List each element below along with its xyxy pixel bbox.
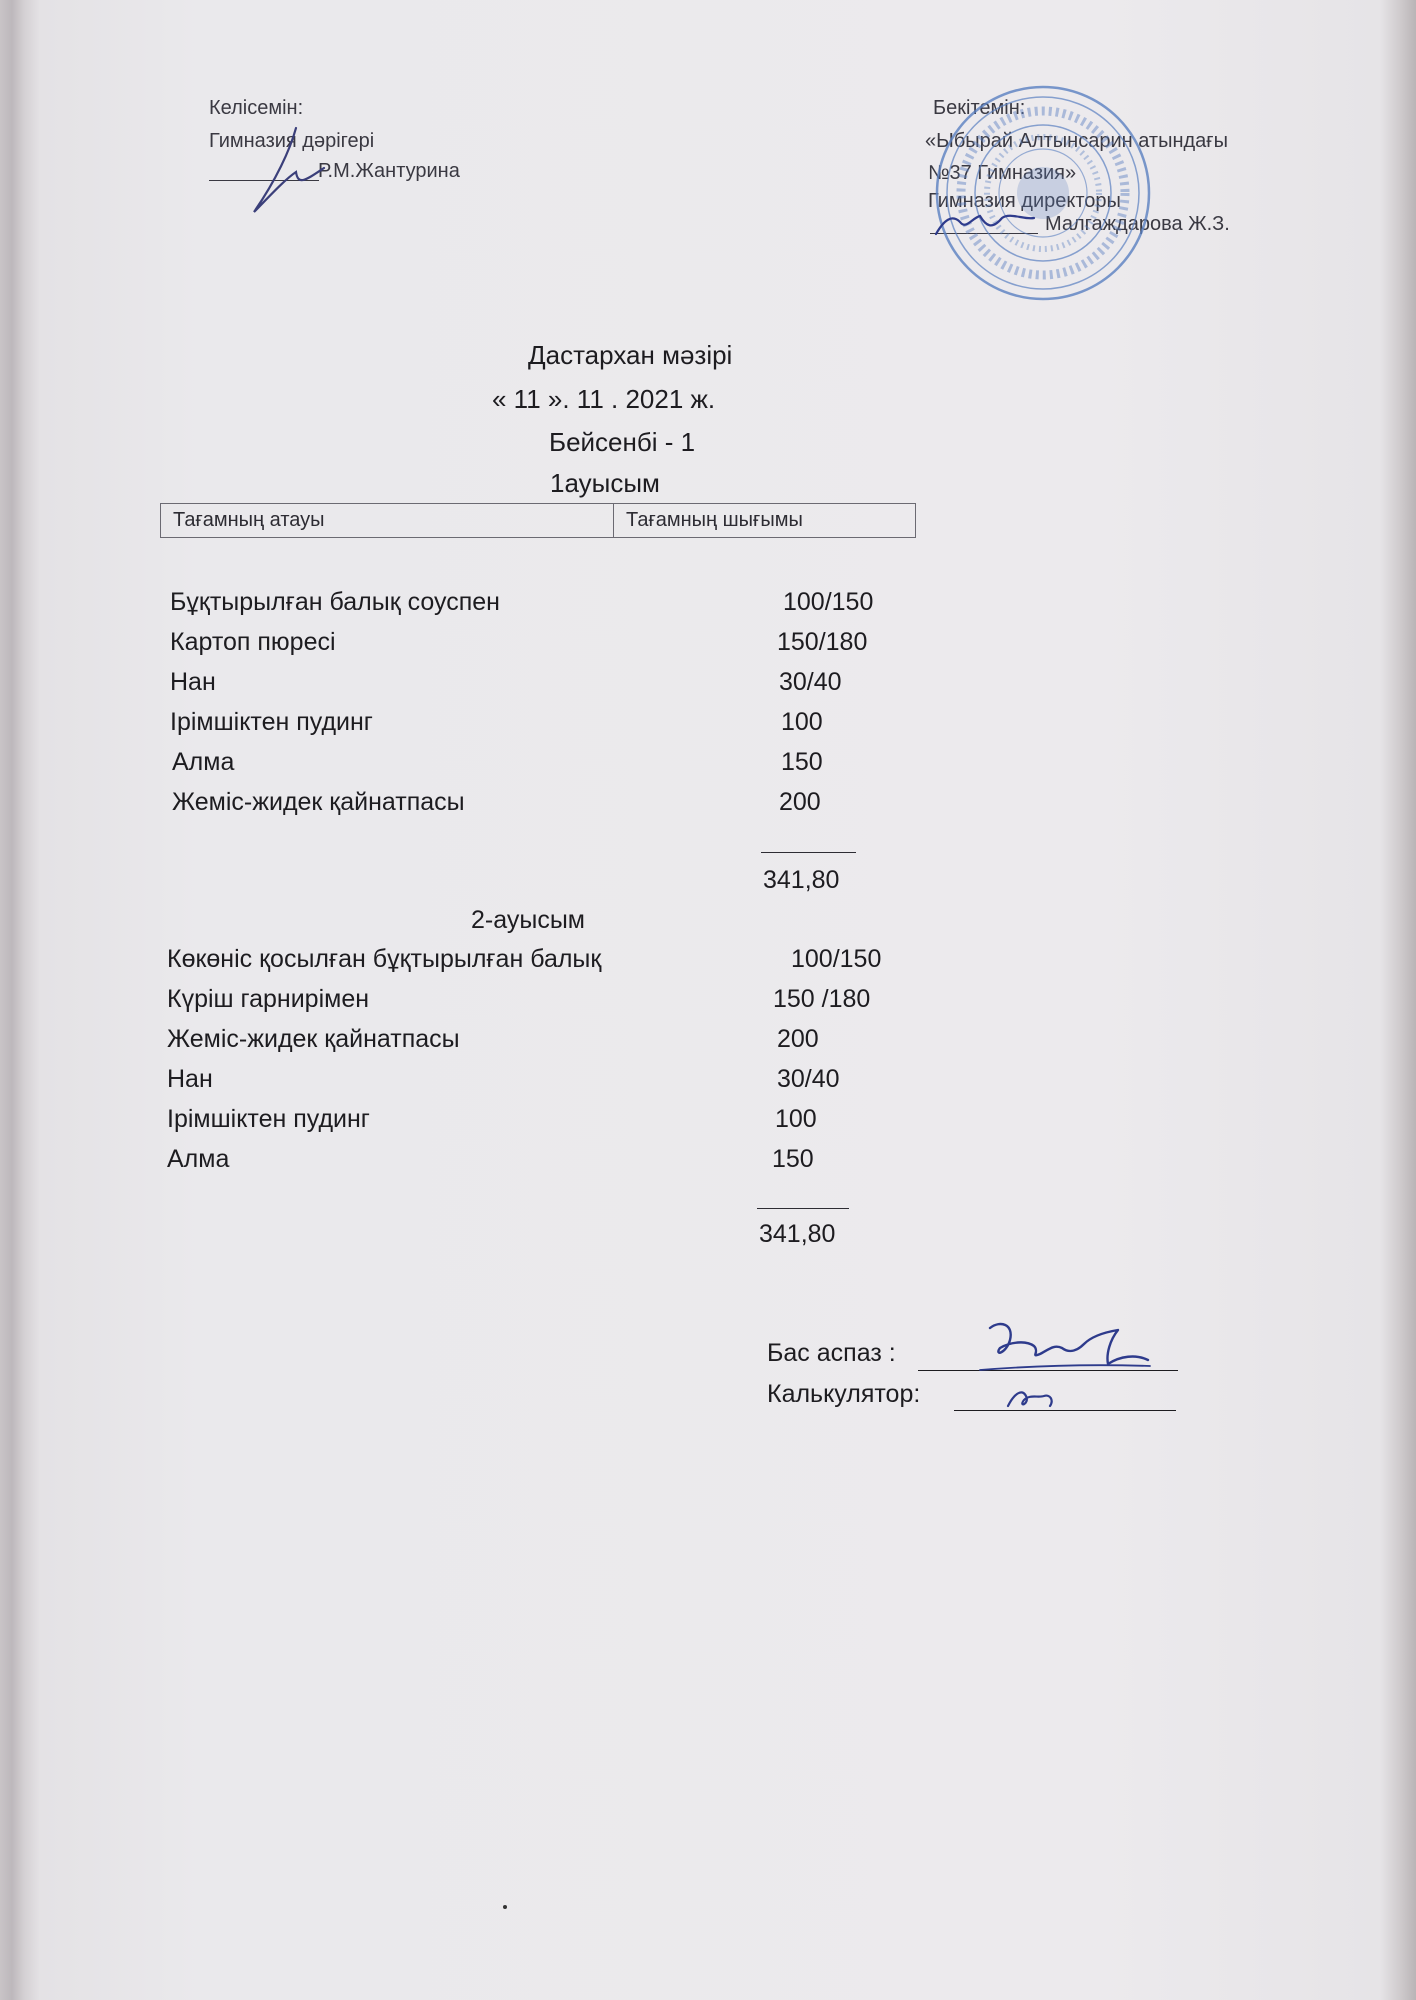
shift2-total-rule: [757, 1208, 849, 1209]
shift2-label: 2-ауысым: [471, 906, 585, 934]
menu-date: « 11 ». 11 . 2021 ж.: [492, 384, 716, 414]
shift1-item-name: Алма: [172, 748, 235, 776]
shift1-item-name: Ірімшіктен пудинг: [170, 708, 373, 736]
approval-left-person: Р.М.Жантурина: [318, 160, 460, 182]
shift1-item-amount: 100/150: [783, 588, 874, 616]
shift1-item-name: Нан: [170, 668, 216, 696]
official-stamp: [932, 82, 1154, 304]
calculator-signature: [1000, 1378, 1060, 1418]
doctor-signature: [236, 120, 356, 220]
shift1-item-name: Жеміс-жидек қайнатпасы: [172, 788, 465, 816]
shift1-item-amount: 200: [779, 788, 821, 816]
shift2-total: 341,80: [759, 1220, 836, 1248]
calculator-label: Калькулятор:: [767, 1380, 921, 1408]
header-dish-name: Тағамның атауы: [161, 504, 614, 537]
shift2-item-name: Жеміс-жидек қайнатпасы: [167, 1025, 460, 1053]
header-dish-yield: Тағамның шығымы: [626, 509, 803, 531]
shift2-item-name: Ірімшіктен пудинг: [167, 1105, 370, 1133]
shift1-item-amount: 150: [781, 748, 823, 776]
chef-signature: [970, 1310, 1160, 1380]
shift2-item-amount: 100: [775, 1105, 817, 1133]
shift2-item-amount: 30/40: [777, 1065, 840, 1093]
approval-left-title: Келісемін:: [209, 97, 304, 119]
shift1-item-amount: 30/40: [779, 668, 842, 696]
shift2-item-amount: 200: [777, 1025, 819, 1053]
shift2-item-name: Алма: [167, 1145, 230, 1173]
director-signature: [930, 200, 1040, 250]
chef-label: Бас аспаз :: [767, 1339, 896, 1367]
shift1-total: 341,80: [763, 866, 840, 894]
shift1-item-name: Картоп пюресі: [170, 628, 336, 656]
menu-shift-1: 1ауысым: [550, 468, 660, 498]
approval-right-gymnasium: №37 Гимназия»: [928, 162, 1077, 184]
shift2-item-amount: 150 /180: [773, 985, 871, 1013]
shift1-item-amount: 150/180: [777, 628, 868, 656]
approval-left-role: Гимназия дәрігері: [209, 130, 375, 152]
approval-right-org: «Ыбырай Алтынсарин атындағы: [925, 130, 1228, 152]
shift1-total-rule: [761, 852, 856, 853]
shift2-item-amount: 150: [772, 1145, 814, 1173]
menu-day: Бейсенбі - 1: [549, 427, 696, 457]
calculator-sign-line: [954, 1410, 1176, 1411]
approval-right-role: Гимназия директоры: [928, 190, 1121, 212]
shift1-item-name: Бұқтырылған балық соуспен: [170, 588, 500, 616]
shift2-item-name: Күріш гарнирімен: [167, 985, 370, 1013]
paper-dot: [503, 1905, 507, 1909]
menu-table-header: [160, 503, 916, 538]
shift2-item-amount: 100/150: [791, 945, 882, 973]
approval-right-title: Бекітемін:: [933, 97, 1026, 119]
approval-right-person: Малгаждарова Ж.З.: [1045, 213, 1230, 235]
menu-heading: Дастархан мәзірі: [528, 340, 733, 370]
shift2-item-name: Нан: [167, 1065, 213, 1093]
shift1-item-amount: 100: [781, 708, 823, 736]
shift2-item-name: Көкөніс қосылған бұқтырылған балық: [167, 945, 602, 973]
